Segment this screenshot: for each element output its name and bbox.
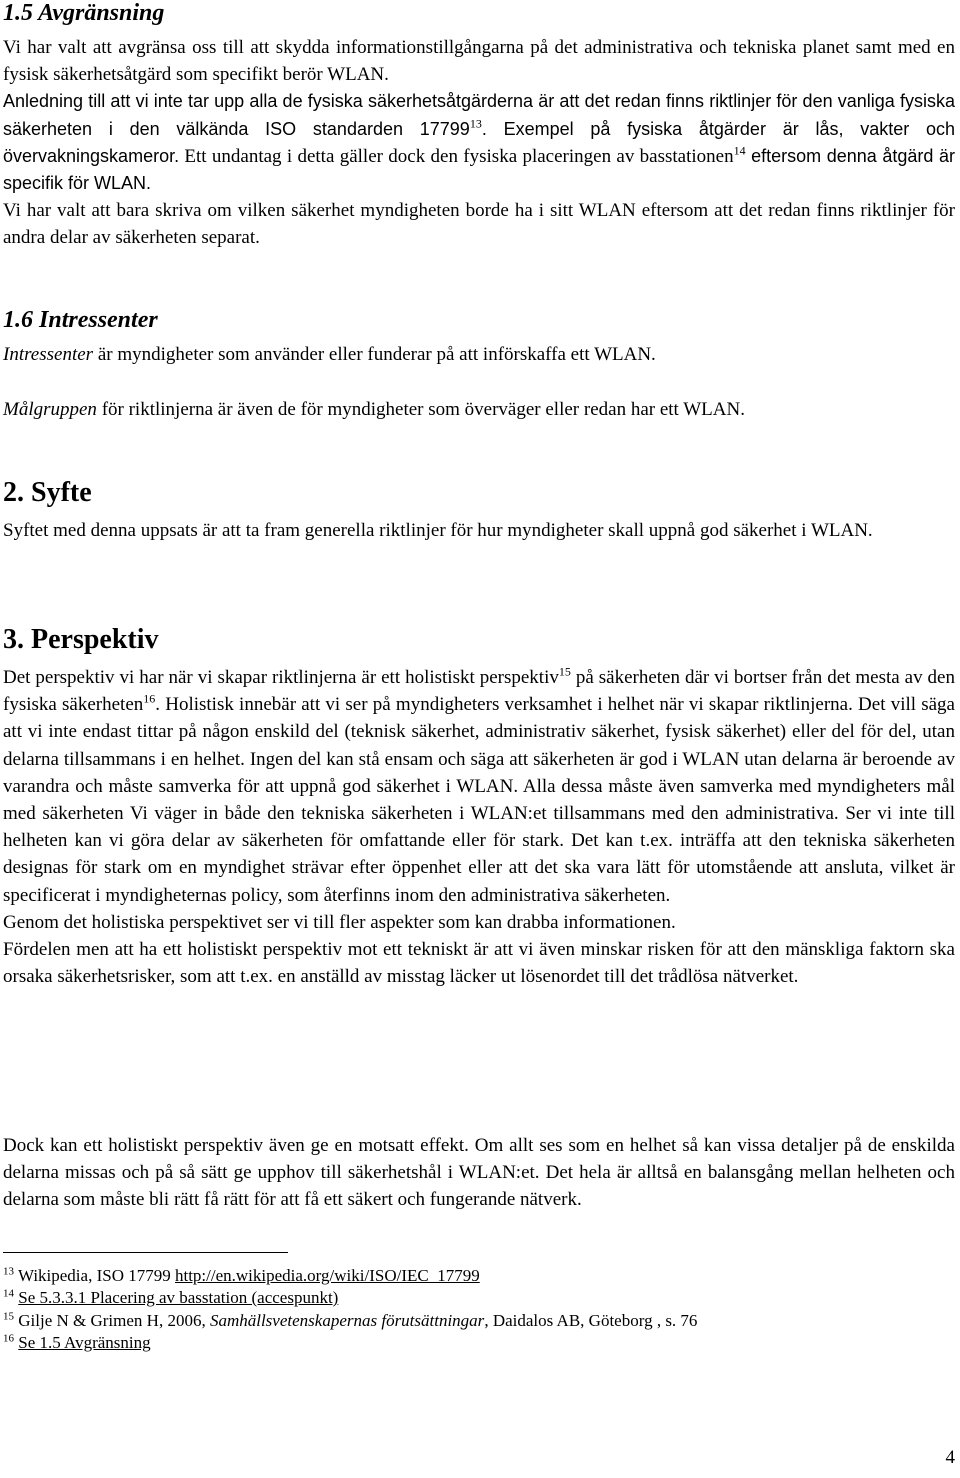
footnote-link[interactable]: Se 5.3.3.1 Placering av basstation (accespunkt) bbox=[18, 1288, 339, 1307]
section-1-5-body bbox=[3, 34, 955, 252]
section-heading-3: 3. Perspektiv bbox=[3, 624, 159, 655]
section-1-6-body bbox=[3, 341, 955, 368]
paragraph: Genom det holistiska perspektivet ser vi till fler aspekter som kan drabba informationen. bbox=[3, 911, 676, 933]
page-number: 4 bbox=[945, 1447, 955, 1468]
section-3-body bbox=[3, 664, 955, 990]
footnote-16: $^{16}$ Se 1.5 Avgränsning bbox=[3, 1332, 151, 1352]
footnote-ref-13[interactable]: 13 bbox=[469, 116, 482, 131]
paragraph: Vi har valt att bara skriva om vilken säkerhet myndigheten borde ha i sitt WLAN eftersom att det redan finns riktlinjer för andra delar av säkerheten separat. bbox=[3, 200, 955, 249]
paragraph: Det perspektiv vi har när vi skapar riktlinjerna är ett holistiskt perspektiv$^{15}$ på säkerheten där vi bortser från det mesta av den fysiska säkerheten$^{16}$. Holistisk innebär att vi ser på myndigheters verksamhet i helhet när vi skapar riktlinjerna. Det vill säga att vi inte endast tittar på någon enskild del (teknisk säkerhet, administrativ säkerhet, fysisk säkerhet) eller del för del, utan delarna tillsammans i en helhet. Ingen del kan stå ensam och säga att säkerheten är god i WLAN utan delarna är beroende av varandra och måste samverka för att uppnå god säkerhet i WLAN. Alla dessa måste även samverka med myndigheters mål med säkerheten Vi väger in både den tekniska säkerheten i WLAN:et tillsammans med den administrativa. Ser vi inte till helheten kan vi göra delar av säkerheten för omfattande eller för stark. Det kan t.ex. inträffa att den tekniska säkerheten designas för stark om en myndighet strävar efter öppenhet eller att det ska vara lätt för utomstående att ansluta, vilket är specificerat i myndigheternas policy, som återfinns inom den administrativa säkerheten. bbox=[3, 664, 955, 906]
paragraph: Syftet med denna uppsats är att ta fram generella riktlinjer för hur myndigheter skall uppnå god säkerhet i WLAN. bbox=[3, 520, 873, 541]
footnote-14: $^{14}$ Se 5.3.3.1 Placering av basstation (accespunkt) bbox=[3, 1287, 339, 1307]
paragraph: Fördelen men att ha ett holistiskt perspektiv mot ett tekniskt är att vi även minskar risken för att den mänskliga faktorn ska orsaka säkerhetsrisker, som att t.ex. en anställd av misstag läcker ut lösenordet till det trådlösa nätverket. bbox=[3, 939, 955, 988]
footnote-separator bbox=[3, 1252, 288, 1253]
footnote-ref-14[interactable]: 14 bbox=[733, 143, 746, 158]
paragraph: Intressenter är myndigheter som använder eller funderar på att införskaffa ett WLAN. bbox=[3, 344, 656, 365]
section-2-body bbox=[3, 517, 955, 544]
paragraph: Målgruppen för riktlinjerna är även de för myndigheter som överväger eller redan har ett WLAN. bbox=[3, 399, 745, 420]
footnote-13: $^{13}$ Wikipedia, ISO 17799 http://en.wikipedia.org/wiki/ISO/IEC_17799 bbox=[3, 1265, 480, 1285]
footnote-link[interactable]: Se 1.5 Avgränsning bbox=[18, 1333, 151, 1352]
footnote-ref-16[interactable]: 16 bbox=[143, 691, 156, 706]
section-heading-1-5: 1.5 Avgränsning bbox=[3, 0, 165, 26]
paragraph: Anledning till att vi inte tar upp alla de fysiska säkerhetsåtgärderna är att det redan finns riktlinjer för den vanliga fysiska säkerheten i den välkända ISO standarden 17799$^{13}$. Exempel på fysiska åtgärder är lås, vakter och övervakningskameror. Ett undantag i detta gäller dock den fysiska placeringen av basstationen$^{14}$ eftersom denna åtgärd är specifik för WLAN. bbox=[3, 91, 956, 194]
footnote-15: $^{15}$ Gilje N & Grimen H, 2006, Samhällsvetenskapernas förutsättningar, Daidalos AB, Göteborg , s. 76 bbox=[3, 1310, 698, 1330]
section-heading-1-6: 1.6 Intressenter bbox=[3, 307, 158, 333]
footnote-link[interactable]: http://en.wikipedia.org/wiki/ISO/IEC_17799 bbox=[174, 1266, 480, 1285]
paragraph: Vi har valt att avgränsa oss till att skydda informationstillgångarna på det administrativa och tekniska planet samt med en fysisk säkerhetsåtgärd som specifikt berör WLAN. bbox=[3, 37, 955, 86]
paragraph: Dock kan ett holistiskt perspektiv även ge en motsatt effekt. Om allt ses som en helhet så kan vissa detaljer på de enskilda delarna missas och på så sätt ge upphov till säkerhetshål i WLAN:et. Det hela är alltså en balansgång mellan helheten och delarna som måste bli rätt få rätt för att få ett säkert och fungerande nätverk. bbox=[3, 1135, 955, 1211]
footnote-ref-15[interactable]: 15 bbox=[558, 664, 571, 679]
section-heading-2: 2. Syfte bbox=[3, 477, 92, 508]
